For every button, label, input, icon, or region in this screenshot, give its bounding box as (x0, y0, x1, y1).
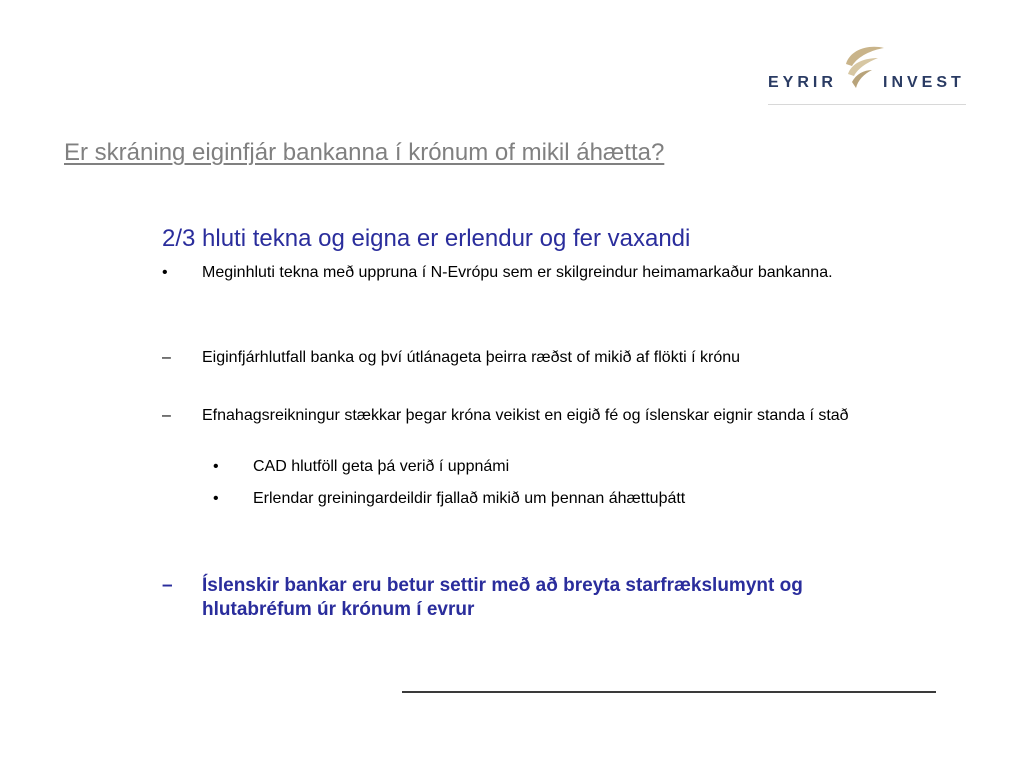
dash-item (162, 343, 882, 373)
sub-bullet-text: CAD hlutföll geta þá verið í uppnámi (253, 458, 510, 475)
sub-bullet-item (213, 452, 813, 482)
sub-bullet-text: Erlendar greiningardeildir fjallað mikið um þennan áhættuþátt (253, 490, 686, 507)
bottom-rule (402, 691, 936, 693)
sub-bullet-item (213, 484, 813, 514)
dash-marker: – (162, 575, 173, 596)
bullet-text: Meginhluti tekna með uppruna í N-Evrópu sem er skilgreindur heimamarkaður bankanna. (202, 264, 833, 281)
logo-word-left: EYRIR (768, 74, 837, 91)
emphasis-item (162, 574, 882, 622)
bullet-marker: • (213, 458, 219, 475)
slide-subtitle: 2/3 hluti tekna og eigna er erlendur og fer vaxandi (162, 225, 691, 252)
logo-word-right: INVEST (883, 74, 965, 91)
dash-text: Eiginfjárhlutfall banka og því útlánageta þeirra ræðst of mikið af flökti í krónu (202, 349, 741, 366)
dash-marker: – (162, 349, 171, 366)
bullet-marker: • (162, 264, 168, 281)
company-logo (768, 44, 968, 108)
dash-text: Efnahagsreikningur stækkar þegar króna veikist en eigið fé og íslenskar eignir standa í stað (202, 407, 849, 424)
bullet-marker: • (213, 490, 219, 507)
dash-marker: – (162, 407, 171, 424)
feather-logo-icon (838, 44, 888, 96)
logo-divider (768, 104, 966, 105)
bullet-item (162, 258, 882, 288)
slide-title: Er skráning eiginfjár bankanna í krónum of mikil áhætta? (64, 139, 665, 166)
dash-item (162, 405, 882, 427)
emphasis-text: Íslenskir bankar eru betur settir með að breyta starfrækslumynt og hlutabréfum úr krónum í evrur (202, 575, 803, 620)
